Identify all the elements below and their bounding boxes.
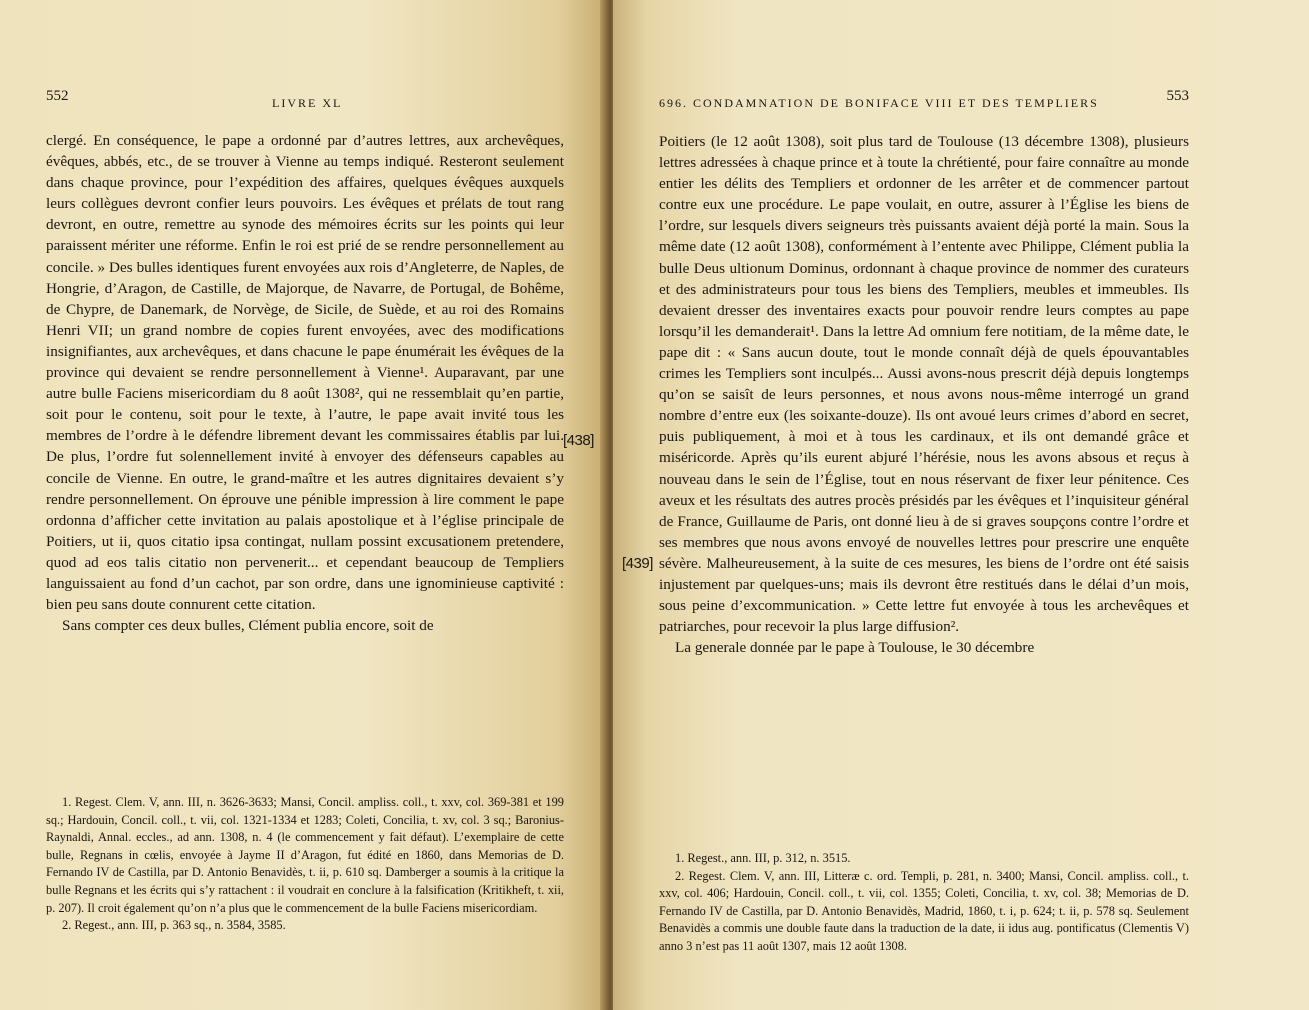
left-page bbox=[0, 0, 605, 1010]
margin-marker-439: [439] bbox=[622, 555, 653, 572]
right-running-head: 696. CONDAMNATION DE BONIFACE VIII ET DES TEMPLIERS bbox=[659, 96, 1099, 110]
left-body-text bbox=[46, 130, 564, 636]
left-page-number: 552 bbox=[46, 88, 69, 104]
right-page bbox=[613, 0, 1309, 1010]
right-body-text bbox=[659, 131, 1189, 658]
left-running-head: LIVRE XL bbox=[272, 96, 343, 110]
right-footnotes bbox=[659, 850, 1189, 956]
right-page-number: 553 bbox=[1166, 88, 1189, 104]
right-paragraph-2: La generale donnée par le pape à Toulouse, le 30 décembre bbox=[675, 639, 1035, 657]
right-footnote-2: 2. Regest. Clem. V, ann. III, Litteræ c. ord. Templi, p. 281, n. 3400; Mansi, Concil. ampliss. coll., t. xxv, col. 406; Hardouin, Concil. coll., t. vii, col. 1355; Coleti, Concilia, t. xv, col. 38; Memorias de D. Fernando IV de Castilla, par D. Antonio Benavidès, Madrid, 1860, t. i, p. 624; t. ii, p. 578 sq. Seulement Benavidès a commis une double faute dans la traduction de la date, ii idus aug. pontificatus (Clementis V) anno 3 n’est pas 11 août 1307, mais 12 août 1308. bbox=[659, 868, 1189, 953]
right-paragraph-1: Poitiers (le 12 août 1308), soit plus tard de Toulouse (13 décembre 1308), plusieurs lettres adressées à chaque prince et à toute la chrétienté, pour faire connaître au monde entier les délits des Templiers et ordonner de les arrêter et de commencer partout contre eux une procédure. Le pape voulait, en outre, assurer à l’Église les biens de l’ordre, sur lesquels divers seigneurs très puissants avaient déjà porté la main. Sous la même date (12 août 1308), conformément à l’entente avec Philippe, Clément publia la bulle Deus ultionum Dominus, ordonnant à chaque province de nommer des curateurs et des administrateurs pour tous les biens des Templiers, meubles et immeubles. Ils devaient dresser des inventaires exacts pour pouvoir rendre leurs comptes au pape lorsqu’il les demanderait¹. Dans la lettre Ad omnium fere notitiam, de la même date, le pape dit : « Sans aucun doute, tout le monde connaît déjà de quels épouvantables crimes les Templiers sont inculpés... Aussi avons-nous prescrit déjà depuis longtemps qu’on se saisît de leurs personnes, et nous avons nous-même interrogé un grand nombre d’entre eux (les soixante-douze). Ils ont avoué leurs crimes d’abord en secret, puis publiquement, à moi et à tous les cardinaux, et ils ont demandé grâce et miséricorde. Après qu’ils eurent abjuré l’hérésie, nous les avons absous et reçus à nouveau dans le sein de l’Église, tout en nous réservant de fixer leur pénitence. Ces aveux et les résultats des autres procès présidés par les évêques et l’inquisiteur général de France, Guillaume de Paris, ont donné lieu à de si graves soupçons contre l’ordre et ses membres que nous avons envoyé de nouvelles lettres pour prescrire une enquête sévère. Malheureusement, à la suite de ces mesures, les biens de l’ordre ont été saisis injustement par quelques-uns; mais ils devront être restitués dans le délai d’un mois, sous peine d’excommunication. » Cette lettre fut envoyée à tous les archevêques et patriarches, pour recevoir la plus large diffusion². bbox=[659, 133, 1189, 636]
left-footnote-1: 1. Regest. Clem. V, ann. III, n. 3626-3633; Mansi, Concil. ampliss. coll., t. xxv, col. 369-381 et 199 sq.; Hardouin, Concil. coll., t. vii, col. 1321-1334 et 1283; Coleti, Concilia, t. xv, col. 3 sq.; Baronius-Raynaldi, Annal. eccles., ad ann. 1308, n. 4 (le commencement y fait défaut). L’exemplaire de cette bulle, Regnans in cœlis, envoyée à Jayme II d’Aragon, fut édité en 1860, dans Memorias de D. Fernando IV de Castilla, par D. Antonio Benavidès, t. ii, p. 610 sq. Damberger a soumis à la critique la bulle Regnans et les écrits qui s’y rattachent : il voudrait en conclure à la falsification (Kritikheft, t. xii, p. 207). Il croit également qu’on n’a plus que le commencement de la bulle Faciens misericordiam. bbox=[46, 795, 564, 915]
right-footnote-1: 1. Regest., ann. III, p. 312, n. 3515. bbox=[675, 851, 851, 865]
left-paragraph-1: clergé. En conséquence, le pape a ordonné par d’autres lettres, aux archevêques, évêques, abbés, etc., de se trouver à Vienne au temps indiqué. Resteront seulement dans chaque province, pour l’expédition des affaires, quelques évêques auxquels leurs collègues devront confier leurs pouvoirs. Les évêques et prélats de tout rang devront, en outre, remettre au synode des mémoires écrits sur les points qui leur paraissent mériter une réforme. Enfin le roi est prié de se rendre personnellement au concile. » Des bulles identiques furent envoyées aux rois d’Angleterre, de Naples, de Hongrie, d’Aragon, de Castille, de Majorque, de Navarre, de Portugal, de Bohême, de Chypre, de Danemark, de Norvège, de Sicile, de Suède, et au roi des Romains Henri VII; un grand nombre de copies furent envoyées, avec des modifications insignifiantes, aux archevêques, et dans chacune le pape énumérait les évêques de la province qui devaient se rendre personnellement à Vienne¹. Auparavant, par une autre bulle Faciens misericordiam du 8 août 1308², qui ne ressemblait qu’en partie, soit pour le contenu, soit pour le texte, à l’autre, le pape avait invité tous les membres de l’ordre à le défendre librement devant les commissaires établis par lui. De plus, l’ordre fut solennellement invité à envoyer des défenseurs capables au concile de Vienne. En outre, le grand-maître et les autres dignitaires devaient s’y rendre personnellement. On éprouve une pénible impression à lire comment le pape ordonna d’afficher cette invitation au palais apostolique et à l’église principale de Poitiers, ut ii, quos citatio ipsa contingat, nullam possint excusationem pretendere, quod ad eos talis citatio non pervenerit... et cependant beaucoup de Templiers languissaient au fond d’un cachot, par son ordre, dans une ignominieuse captivité : bien peu sans doute connurent cette citation. bbox=[46, 132, 564, 614]
left-footnotes bbox=[46, 794, 564, 935]
left-paragraph-2: Sans compter ces deux bulles, Clément publia encore, soit de bbox=[62, 617, 434, 635]
margin-marker-438: [438] bbox=[563, 432, 594, 449]
left-footnote-2: 2. Regest., ann. III, p. 363 sq., n. 3584, 3585. bbox=[62, 918, 286, 933]
